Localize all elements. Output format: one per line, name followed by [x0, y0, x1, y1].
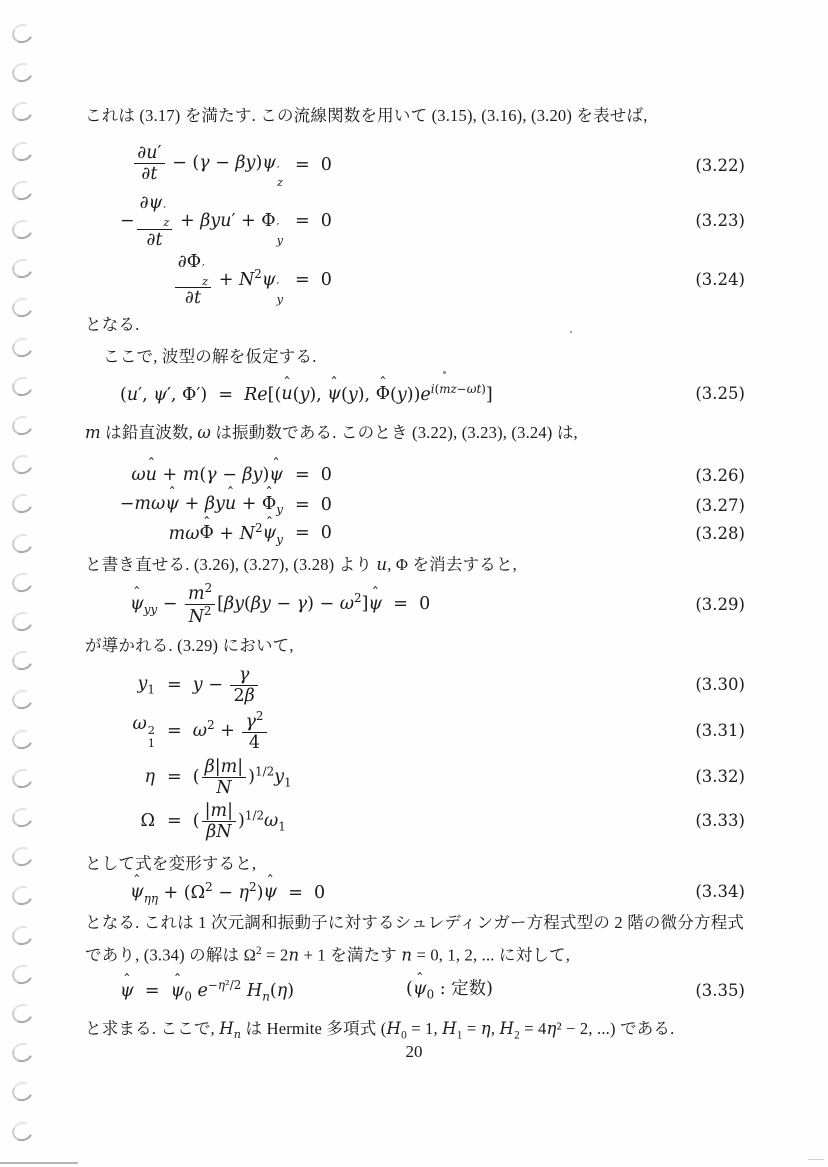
equation-3-28	[85, 520, 775, 546]
equation-number: (3.29)	[695, 594, 745, 614]
paragraph-line: であり, (3.34) の解は $\Omega^2 = 2n + 1$ を満たす n = 0, 1, 2, ... に対して,	[85, 945, 571, 965]
scan-speck	[570, 331, 572, 333]
equation-number: (3.31)	[695, 721, 745, 741]
equation-lhs: mωΦ ˆ + $N^2\psi$ ˆ$_y$	[85, 521, 283, 547]
equation-lhs: −mωψ ˆ + βyu ˆ + Φ ˆ$_y$	[85, 494, 283, 517]
equation-rhs: = 0	[295, 155, 332, 176]
equation-rhs: = 0	[295, 464, 332, 485]
binding-hole	[9, 413, 35, 438]
equation-rhs: = 0	[295, 522, 332, 543]
equation-number: (3.28)	[695, 523, 745, 543]
equation-3-33	[85, 799, 775, 843]
equation-number: (3.27)	[695, 495, 745, 515]
paragraph-transform: として式を変形すると,	[85, 854, 257, 874]
equation-3-22	[85, 143, 775, 189]
equation-3-23	[85, 193, 775, 250]
equation-number: (3.24)	[695, 270, 745, 290]
equation-number: (3.30)	[695, 675, 745, 695]
equation-body: ψ ˆ$_{yy}$ − $\frac{m^2}{N^2}$ $[\beta y(\beta y - \gamma) - \omega^2]\psi$ ˆ = 0	[130, 582, 430, 627]
equation-lhs: η	[144, 766, 155, 787]
binding-hole	[9, 883, 35, 908]
equation-3-26	[85, 462, 775, 488]
equation-body: (u′, ψ′, Φ′) = Re[(u ˆ(y), ψ ˆ(y), Φ $ˆ(y))e^{i(mz-\omega t)}$]	[120, 382, 493, 406]
binding-hole	[9, 452, 35, 477]
equation-body: ψ ˆ = ψ ˆ$_0$ $e^{-\eta^2/2}$ $H_n(\eta)$	[120, 978, 294, 1004]
equation-lhs: ∂Φ ′ z ∂t + $N^2\psi$ ′ y	[85, 252, 283, 309]
equation-3-24	[85, 252, 775, 309]
binding-hole	[9, 648, 35, 673]
binding-hole	[9, 570, 35, 595]
equation-rhs: = 0	[295, 494, 332, 515]
binding-hole	[9, 374, 35, 399]
equation-note: (ψ ˆ$_0$ : 定数)	[406, 979, 493, 1002]
equation-3-34	[85, 879, 775, 905]
equation-number: (3.23)	[695, 211, 745, 231]
binding-hole	[9, 727, 35, 752]
document-body	[85, 103, 775, 1048]
equation-number: (3.35)	[695, 980, 745, 1000]
equation-3-29	[85, 582, 775, 627]
paragraph-tonaru: となる.	[85, 315, 140, 335]
equation-lhs: $\frac{\partial u'}{\partial t}$ − (γ − βy)ψ ′ z	[85, 143, 283, 189]
binding-hole	[9, 531, 35, 556]
equation-number: (3.26)	[695, 465, 745, 485]
binding-hole	[9, 962, 35, 987]
equation-number: (3.25)	[695, 383, 745, 403]
binding-hole	[9, 1079, 35, 1104]
paragraph-line: となる. これは 1 次元調和振動子に対するシュレディンガー方程式型の 2 階の微分方程式	[85, 913, 745, 933]
paragraph-intro: これは (3.17) を満たす. この流線関数を用いて (3.15), (3.16), (3.20) を表せば,	[85, 106, 648, 125]
binding-hole	[9, 609, 35, 634]
paragraph-wave-assumption: ここで, 波型の解を仮定する.	[103, 347, 317, 367]
equation-number: (3.22)	[695, 156, 745, 175]
equation-rhs: = 0	[295, 210, 332, 231]
equation-number: (3.33)	[695, 811, 745, 831]
binding-hole	[9, 805, 35, 830]
paragraph-rewrite: と書き直せる. (3.26), (3.27), (3.28) より u, Φ を消去すると,	[85, 555, 517, 575]
equation-3-30	[85, 663, 775, 707]
equation-rhs: = ( $\frac{\beta|m|}{N}$ )$^{1/2}y_1$	[167, 756, 292, 798]
binding-hole	[9, 217, 35, 242]
equation-3-27	[85, 492, 775, 518]
equation-number: (3.34)	[695, 882, 745, 902]
binding-hole	[9, 178, 35, 203]
equation-lhs: $y_1$	[137, 673, 155, 697]
binding-hole	[9, 1001, 35, 1026]
equation-lhs: ωu ˆ + m(γ − βy)ψ ˆ	[85, 465, 283, 486]
equation-rhs: = y − $\frac{\gamma}{2\beta}$	[167, 665, 260, 706]
binding-hole	[9, 335, 35, 360]
equation-rhs: = ( $\frac{|m|}{\beta N}$ )$^{1/2}\omega_1$	[167, 800, 286, 842]
equation-3-32	[85, 755, 775, 799]
binding-hole	[9, 295, 35, 320]
equation-rhs: = $\omega^2$ + $\frac{\gamma^2}{4}$	[167, 710, 269, 753]
equation-3-25	[85, 380, 775, 406]
binding-hole	[9, 923, 35, 948]
paragraph-schrodinger	[85, 909, 775, 970]
binding-hole	[9, 21, 35, 46]
binding-hole	[9, 766, 35, 791]
binding-hole	[9, 491, 35, 516]
binding-hole	[9, 687, 35, 712]
equation-lhs: − ∂ψ ′ z ∂t + βyu′ + Φ ′ y	[119, 192, 283, 250]
equation-lhs: ω 2 1	[132, 713, 155, 750]
scan-speck	[443, 371, 446, 374]
equation-rhs: = 0	[295, 269, 332, 290]
binding-hole	[9, 139, 35, 164]
equation-body: ψ ˆ$_{\eta\eta}$ + $(\Omega^2 - \eta^2)\psi$ ˆ = 0	[130, 880, 325, 906]
paragraph-derived: が導かれる. (3.29) において,	[85, 636, 294, 656]
equation-3-35	[85, 978, 775, 1004]
scan-artifact-line	[0, 1162, 78, 1164]
scan-artifact-mark	[808, 1159, 824, 1160]
binding-hole	[9, 844, 35, 869]
paragraph-wavenumber: m は鉛直波数, ω は振動数である. このとき (3.22), (3.23), (3.24) は,	[85, 423, 578, 443]
binding-hole	[9, 256, 35, 281]
binding-hole	[9, 1119, 35, 1144]
equation-lhs: Ω	[140, 810, 155, 831]
binding-hole	[9, 99, 35, 124]
paragraph-hermite: と求まる. ここで, $H_n$ は Hermite 多項式 ($H_0 = 1$, $H_1 = \eta$, $H_2 = 4\eta^2 - 2$, ...) である.	[85, 1018, 675, 1042]
equation-3-31	[85, 709, 775, 753]
page-number: 20	[405, 1042, 423, 1061]
equation-number: (3.32)	[695, 767, 745, 787]
binding-hole	[9, 60, 35, 85]
